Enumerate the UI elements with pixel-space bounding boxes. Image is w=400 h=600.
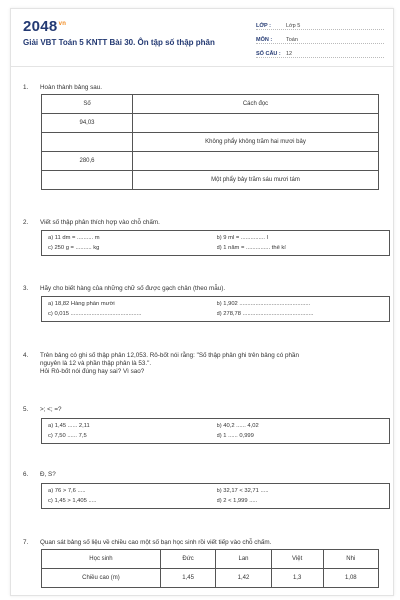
answer-item[interactable]: b) 9 ml = ............... l — [216, 235, 268, 241]
answer-item[interactable]: c) 1,45 > 1,405 ..... — [48, 498, 97, 504]
answer-item[interactable]: a) 76 > 7,6 ..... — [48, 488, 86, 494]
answer-item[interactable]: d) 278,78 ............................................ — [216, 311, 314, 317]
meta-info — [256, 16, 384, 58]
answer-item[interactable]: d) 1 ...... 0,999 — [216, 433, 254, 439]
answer-item[interactable]: c) 250 g = .......... kg — [48, 245, 100, 251]
meta-row-count: SỐ CÂU : 12 — [256, 44, 384, 58]
site-logo[interactable]: $2048^{vn}$ — [23, 18, 67, 35]
exercise-6-box — [41, 483, 390, 509]
header-divider — [11, 66, 393, 67]
table-header-row: Học sinh Đức Lan Việt Nhi — [42, 550, 379, 569]
table-row: Không phẩy không trăm hai mươi bảy — [42, 133, 379, 152]
exercise-1-table — [41, 94, 379, 190]
exercise-5-box — [41, 418, 390, 444]
exercise-4-text: 4. Trên bảng có ghi số thập phân 12,053. Rô-bốt nói rằng: "Số thập phân ghi trên bảng có phần nguyên là 12 và phần thập phân là 53.". Hỏi Rô-bốt nói đúng hay sai? Vì sao? — [23, 352, 299, 375]
answer-item[interactable]: d) 2 < 1,999 ..... — [216, 498, 258, 504]
answer-item[interactable]: a) 1,45 ...... 2,11 — [48, 423, 90, 429]
table-row: 94,03 — [42, 114, 379, 133]
answer-item[interactable]: b) 1,902 ............................................ — [216, 301, 311, 307]
exercise-5-heading: 5. >; <; =? — [23, 406, 62, 413]
exercise-3-heading: 3. Hãy cho biết hàng của những chữ số được gạch chân (theo mẫu). — [23, 285, 226, 292]
answer-item[interactable]: d) 1 năm = ............... thế kỉ — [216, 245, 286, 251]
exercise-2-box — [41, 230, 390, 256]
table-row: Chiều cao (m) 1,45 1,42 1,3 1,08 — [42, 569, 379, 588]
exercise-6-heading: 6. Đ, S? — [23, 471, 56, 478]
exercise-1-heading: 1. Hoàn thành bảng sau. — [23, 84, 102, 91]
exercise-7-table — [41, 549, 379, 588]
worksheet-page — [10, 8, 394, 596]
answer-item[interactable]: a) 18,82 Hàng phần mười — [48, 301, 115, 307]
exercise-3-box — [41, 296, 390, 322]
meta-row-subject: MÔN : Toán — [256, 30, 384, 44]
answer-item[interactable]: c) 0,015 ............................................ — [48, 311, 142, 317]
exercise-2-heading: 2. Viết số thập phân thích hợp vào chỗ chấm. — [23, 219, 160, 226]
table-row: Một phẩy bảy trăm sáu mươi tám — [42, 171, 379, 190]
table-header-row: Số Cách đọc — [42, 95, 379, 114]
table-row: 280,6 — [42, 152, 379, 171]
answer-item[interactable]: b) 40,2 ...... 4,02 — [216, 423, 259, 429]
meta-row-grade: LỚP : Lớp 5 — [256, 16, 384, 30]
answer-item[interactable]: b) 32,17 < 32,71 ..... — [216, 488, 269, 494]
answer-item[interactable]: c) 7,50 ...... 7,5 — [48, 433, 87, 439]
answer-item[interactable]: a) 11 dm = .......... m — [48, 235, 100, 241]
exercise-7-heading: 7. Quan sát bảng số liệu về chiều cao một số bạn học sinh rồi viết tiếp vào chỗ chấm. — [23, 539, 272, 546]
document-title: Giải VBT Toán 5 KNTT Bài 30. Ôn tập số thập phân — [23, 38, 215, 47]
